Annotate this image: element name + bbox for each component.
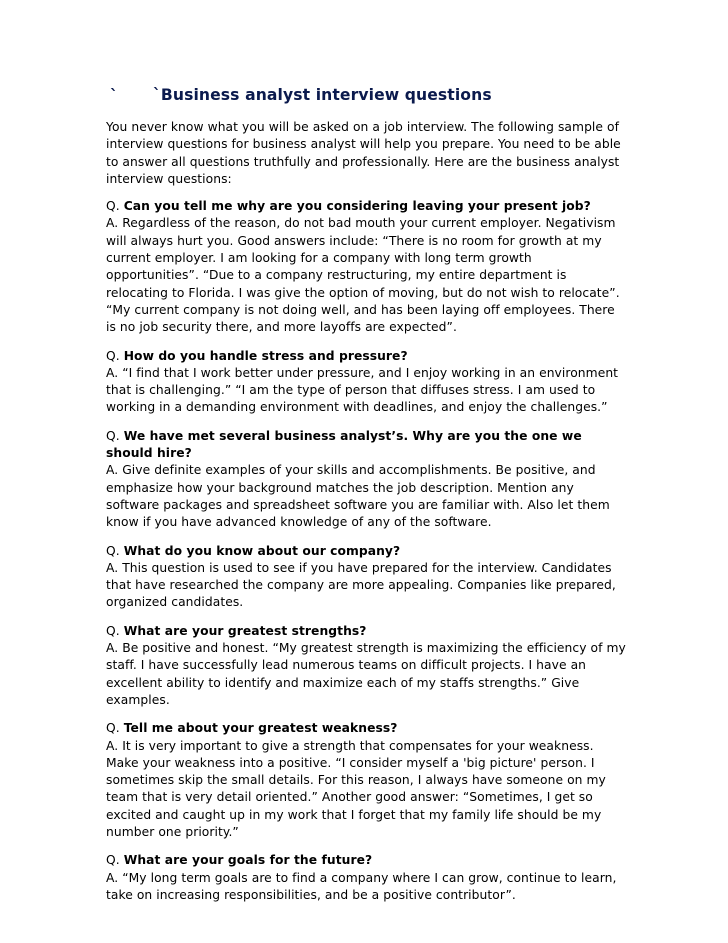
- question-line: [106, 623, 626, 640]
- question-text: What are your greatest strengths?: [123, 623, 367, 638]
- answer-text: A. “I find that I work better under pressure, and I enjoy working in an environment that is challenging.” “I am the type of person that diffuses stress. I am used to working in a demanding environment with deadlines, and enjoy the challenges.”: [106, 365, 619, 415]
- qa-block-6: [106, 720, 626, 841]
- qa-block-4: [106, 543, 626, 612]
- answer-text: A. Be positive and honest. “My greatest strength is maximizing the efficiency of my staff. I have successfully lead numerous teams on difficult projects. I have an excellent ability to identify and maximize each of my staffs strengths.” Give examples.: [106, 641, 626, 707]
- answer-text: A. Regardless of the reason, do not bad mouth your current employer. Negativism will always hurt you. Good answers include: “There is no room for growth at my current employer. I am looking for a company with long term growth opportunities”. “Due to a company restructuring, my entire department is relocating to Florida. I was give the option of moving, but do not wish to relocate”. “My current company is not doing well, and has been laying off employees. There is no job security there, and more layoffs are expected”.: [106, 216, 620, 335]
- answer-text: A. This question is used to see if you have prepared for the interview. Candidates that have researched the company are more appealing. Companies like prepared, organized candidates.: [106, 560, 616, 610]
- question-text: Tell me about your greatest weakness?: [123, 721, 398, 736]
- question-prefix: Q.: [106, 428, 120, 443]
- qa-block-7: [106, 852, 626, 904]
- question-text: Can you tell me why are you considering leaving your present job?: [123, 199, 591, 214]
- document-heading: [106, 86, 626, 108]
- document-page: [106, 86, 626, 915]
- question-text: How do you handle stress and pressure?: [123, 348, 408, 363]
- qa-block-2: [106, 348, 626, 417]
- intro-paragraph: You never know what you will be asked on a job interview. The following sample of interview questions for business analyst will help you prepare. You need to be able to answer all questions truthfully and professionally. Here are the business analyst interview questions:: [106, 120, 621, 186]
- title-backtick: `: [110, 86, 118, 105]
- question-prefix: Q.: [106, 348, 120, 363]
- question-line: [106, 198, 626, 215]
- question-prefix: Q.: [106, 199, 120, 214]
- question-line: [106, 720, 626, 737]
- question-prefix: Q.: [106, 721, 120, 736]
- question-prefix: Q.: [106, 853, 120, 868]
- qa-block-5: [106, 623, 626, 709]
- question-prefix: Q.: [106, 543, 120, 558]
- document-title: `Business analyst interview questions: [153, 86, 492, 104]
- question-line: [106, 428, 626, 463]
- question-text: What are your goals for the future?: [123, 853, 373, 868]
- question-line: [106, 348, 626, 365]
- question-line: [106, 543, 626, 560]
- qa-block-3: [106, 428, 626, 532]
- question-line: [106, 852, 626, 869]
- question-text: We have met several business analyst’s. Why are you the one we should hire?: [106, 428, 582, 461]
- question-prefix: Q.: [106, 623, 120, 638]
- question-text: What do you know about our company?: [123, 543, 401, 558]
- qa-block-1: [106, 198, 626, 336]
- answer-text: A. Give definite examples of your skills and accomplishments. Be positive, and emphasize how your background matches the job description. Mention any software packages and spreadsheet software you are familiar with. Also let them know if you have advanced knowledge of any of the software.: [106, 463, 610, 530]
- answer-text: A. “My long term goals are to find a company where I can grow, continue to learn, take on increasing responsibilities, and be a positive contributor”.: [106, 870, 617, 902]
- answer-text: A. It is very important to give a strength that compensates for your weakness. Make your weakness into a positive. “I consider myself a 'big picture' person. I sometimes skip the small details. For this reason, I always have someone on my team that is very detail oriented.” Another good answer: “Sometimes, I get so excited and caught up in my work that I forget that my family life should be my number one priority.”: [106, 738, 606, 839]
